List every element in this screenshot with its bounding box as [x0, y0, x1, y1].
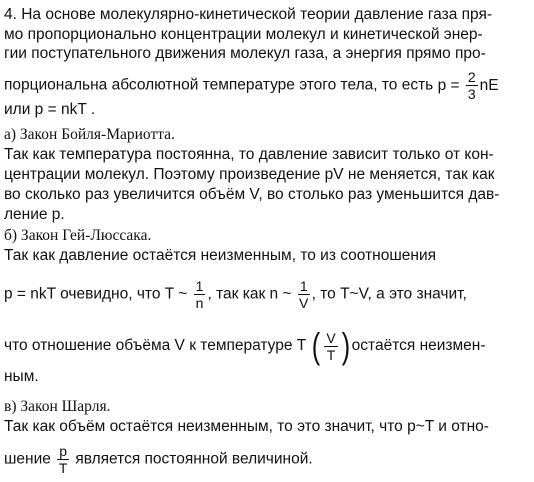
equation-rhs: nE	[479, 76, 499, 94]
fraction-one-over-n	[194, 279, 206, 310]
section-b-line-3	[4, 325, 486, 366]
intro-line-4	[4, 70, 499, 101]
fraction-numerator: p	[59, 443, 68, 459]
section-c-line-1: Так как объём остаётся неизменным, то это значит, что p~T и отно-	[4, 418, 489, 435]
intro-line-2: мо пропорционально концентрации молекул и кинетической энер-	[4, 26, 483, 43]
fraction-numerator: 1	[195, 278, 204, 294]
parenthesized-fraction-v-over-t: ( $\frac{V}{T}$ )	[312, 325, 350, 366]
intro-line-4-text: порциональна абсолютной температуре этого тела, то есть	[4, 76, 434, 94]
fraction-v-over-t	[324, 331, 337, 362]
section-a-line-4: ление p.	[4, 206, 65, 223]
equation-lhs: p =	[437, 76, 460, 94]
intro-line-3: гии поступательного движения молекул газа, а энергия прямо про-	[4, 45, 486, 62]
fraction-denominator: T	[326, 346, 336, 363]
fraction-two-thirds	[466, 70, 478, 101]
fraction-numerator: 2	[467, 69, 476, 85]
section-c-title: в) Закон Шарля.	[4, 398, 111, 415]
section-b-line-3-part-1: что отношение объёма V к температуре T	[4, 337, 306, 355]
fraction-denominator: T	[58, 460, 68, 476]
fraction-denominator: 3	[467, 86, 476, 102]
section-a-line-1: Так как температура постоянна, то давление зависит только от кон-	[4, 146, 494, 163]
intro-line-5: или p = nkT .	[4, 101, 96, 118]
section-b-line-2-part-1: p = nkT очевидно, что T ~	[4, 285, 188, 303]
fraction-numerator: 1	[299, 278, 308, 294]
equation-p-equals	[437, 69, 499, 102]
fraction-numerator: V	[326, 329, 336, 346]
fraction-one-over-v	[298, 279, 310, 310]
section-c-line-2-part-1: шение	[4, 450, 51, 468]
fraction-denominator: n	[195, 295, 204, 311]
section-a-title: а) Закон Бойля-Мариотта.	[4, 126, 175, 143]
section-b-line-4: ным.	[4, 368, 39, 385]
section-b-line-2-part-3: , то T~V, а это значит,	[311, 285, 467, 303]
section-b-line-2	[4, 279, 467, 310]
section-b-title: б) Закон Гей-Люссака.	[4, 227, 152, 244]
fraction-p-over-t	[57, 444, 69, 475]
section-b-line-1: Так как давление остаётся неизменным, то из соотношения	[4, 247, 437, 264]
section-a-line-3: во сколько раз увеличится объём V, во столько раз уменьшится дав-	[4, 186, 500, 203]
intro-line-1: 4. На основе молекулярно-кинетической теории давление газа пря-	[4, 6, 493, 23]
section-c-line-2-part-2: является постоянной величиной.	[75, 450, 313, 468]
section-a-line-2: центрации молекул. Поэтому произведение pV не меняется, так как	[4, 166, 495, 183]
section-b-line-2-part-2: , так как n ~	[207, 285, 292, 303]
section-c-line-2	[4, 444, 313, 475]
section-b-line-3-part-2: остаётся неизмен-	[351, 337, 486, 355]
fraction-denominator: V	[299, 295, 309, 311]
